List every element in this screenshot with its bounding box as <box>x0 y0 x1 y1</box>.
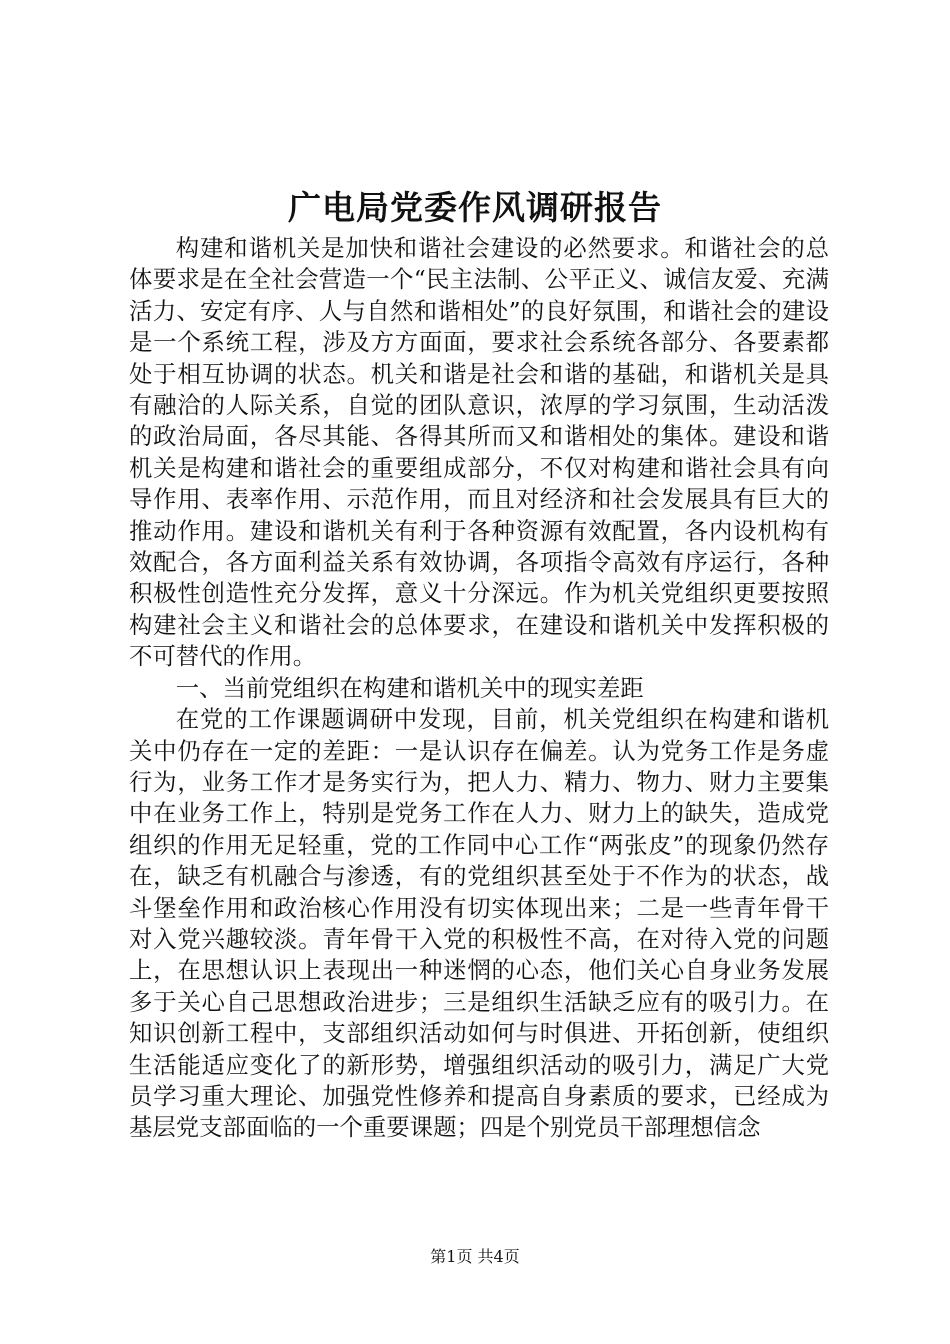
section-heading-1: 一、当前党组织在构建和谐机关中的现实差距 <box>175 673 644 702</box>
document-title: 广电局党委作风调研报告 <box>288 188 662 227</box>
paragraph-section-1: 在党的工作课题调研中发现，目前，机关党组织在构建和谐机关中仍存在一定的差距：一是认识存在偏差。认为党务工作是务虚行为，业务工作才是务实行为，把人力、精力、物力、财力主要集中在业务工作上，特别是党务工作在人力、财力上的缺失，造成党组织的作用无足轻重，党的工作同中心工作“两张皮”的现象仍然存在，缺乏有机融合与渗透，有的党组织甚至处于不作为的状态，战斗堡垒作用和政治核心作用没有切实体现出来；二是一些青年骨干对入党兴趣较淡。青年骨干入党的积极性不高，在对待入党的问题上，在思想认识上表现出一种迷惘的心态，他们关心自身业务发展多于关心自己思想政治进步；三是组织生活缺乏应有的吸引力。在知识创新工程中，支部组织活动如何与时俱进、开拓创新，使组织生活能适应变化了的新形势，增强组织活动的吸引力，满足广大党员学习重大理论、加强党性修养和提高自身素质的要求，已经成为基层党支部面临的一个重要课题；四是个别党员干部理想信念 <box>129 705 829 1142</box>
document-body <box>129 233 829 1144</box>
paragraph-intro: 构建和谐机关是加快和谐社会建设的必然要求。和谐社会的总体要求是在全社会营造一个“民主法制、公平正义、诚信友爱、充满活力、安定有序、人与自然和谐相处”的良好氛围，和谐社会的建设是一个系统工程，涉及方方面面，要求社会系统各部分、各要素都处于相互协调的状态。机关和谐是社会和谐的基础，和谐机关是具有融洽的人际关系，自觉的团队意识，浓厚的学习氛围，生动活泼的政治局面，各尽其能、各得其所而又和谐相处的集体。建设和谐机关是构建和谐社会的重要组成部分，不仅对构建和谐社会具有向导作用、表率作用、示范作用，而且对经济和社会发展具有巨大的推动作用。建设和谐机关有利于各种资源有效配置，各内设机构有效配合，各方面利益关系有效协调，各项指令高效有序运行，各种积极性创造性充分发挥，意义十分深远。作为机关党组织更要按照构建社会主义和谐社会的总体要求，在建设和谐机关中发挥积极的不可替代的作用。 <box>129 234 829 671</box>
page-number: 第1页 共4页 <box>430 1247 520 1266</box>
